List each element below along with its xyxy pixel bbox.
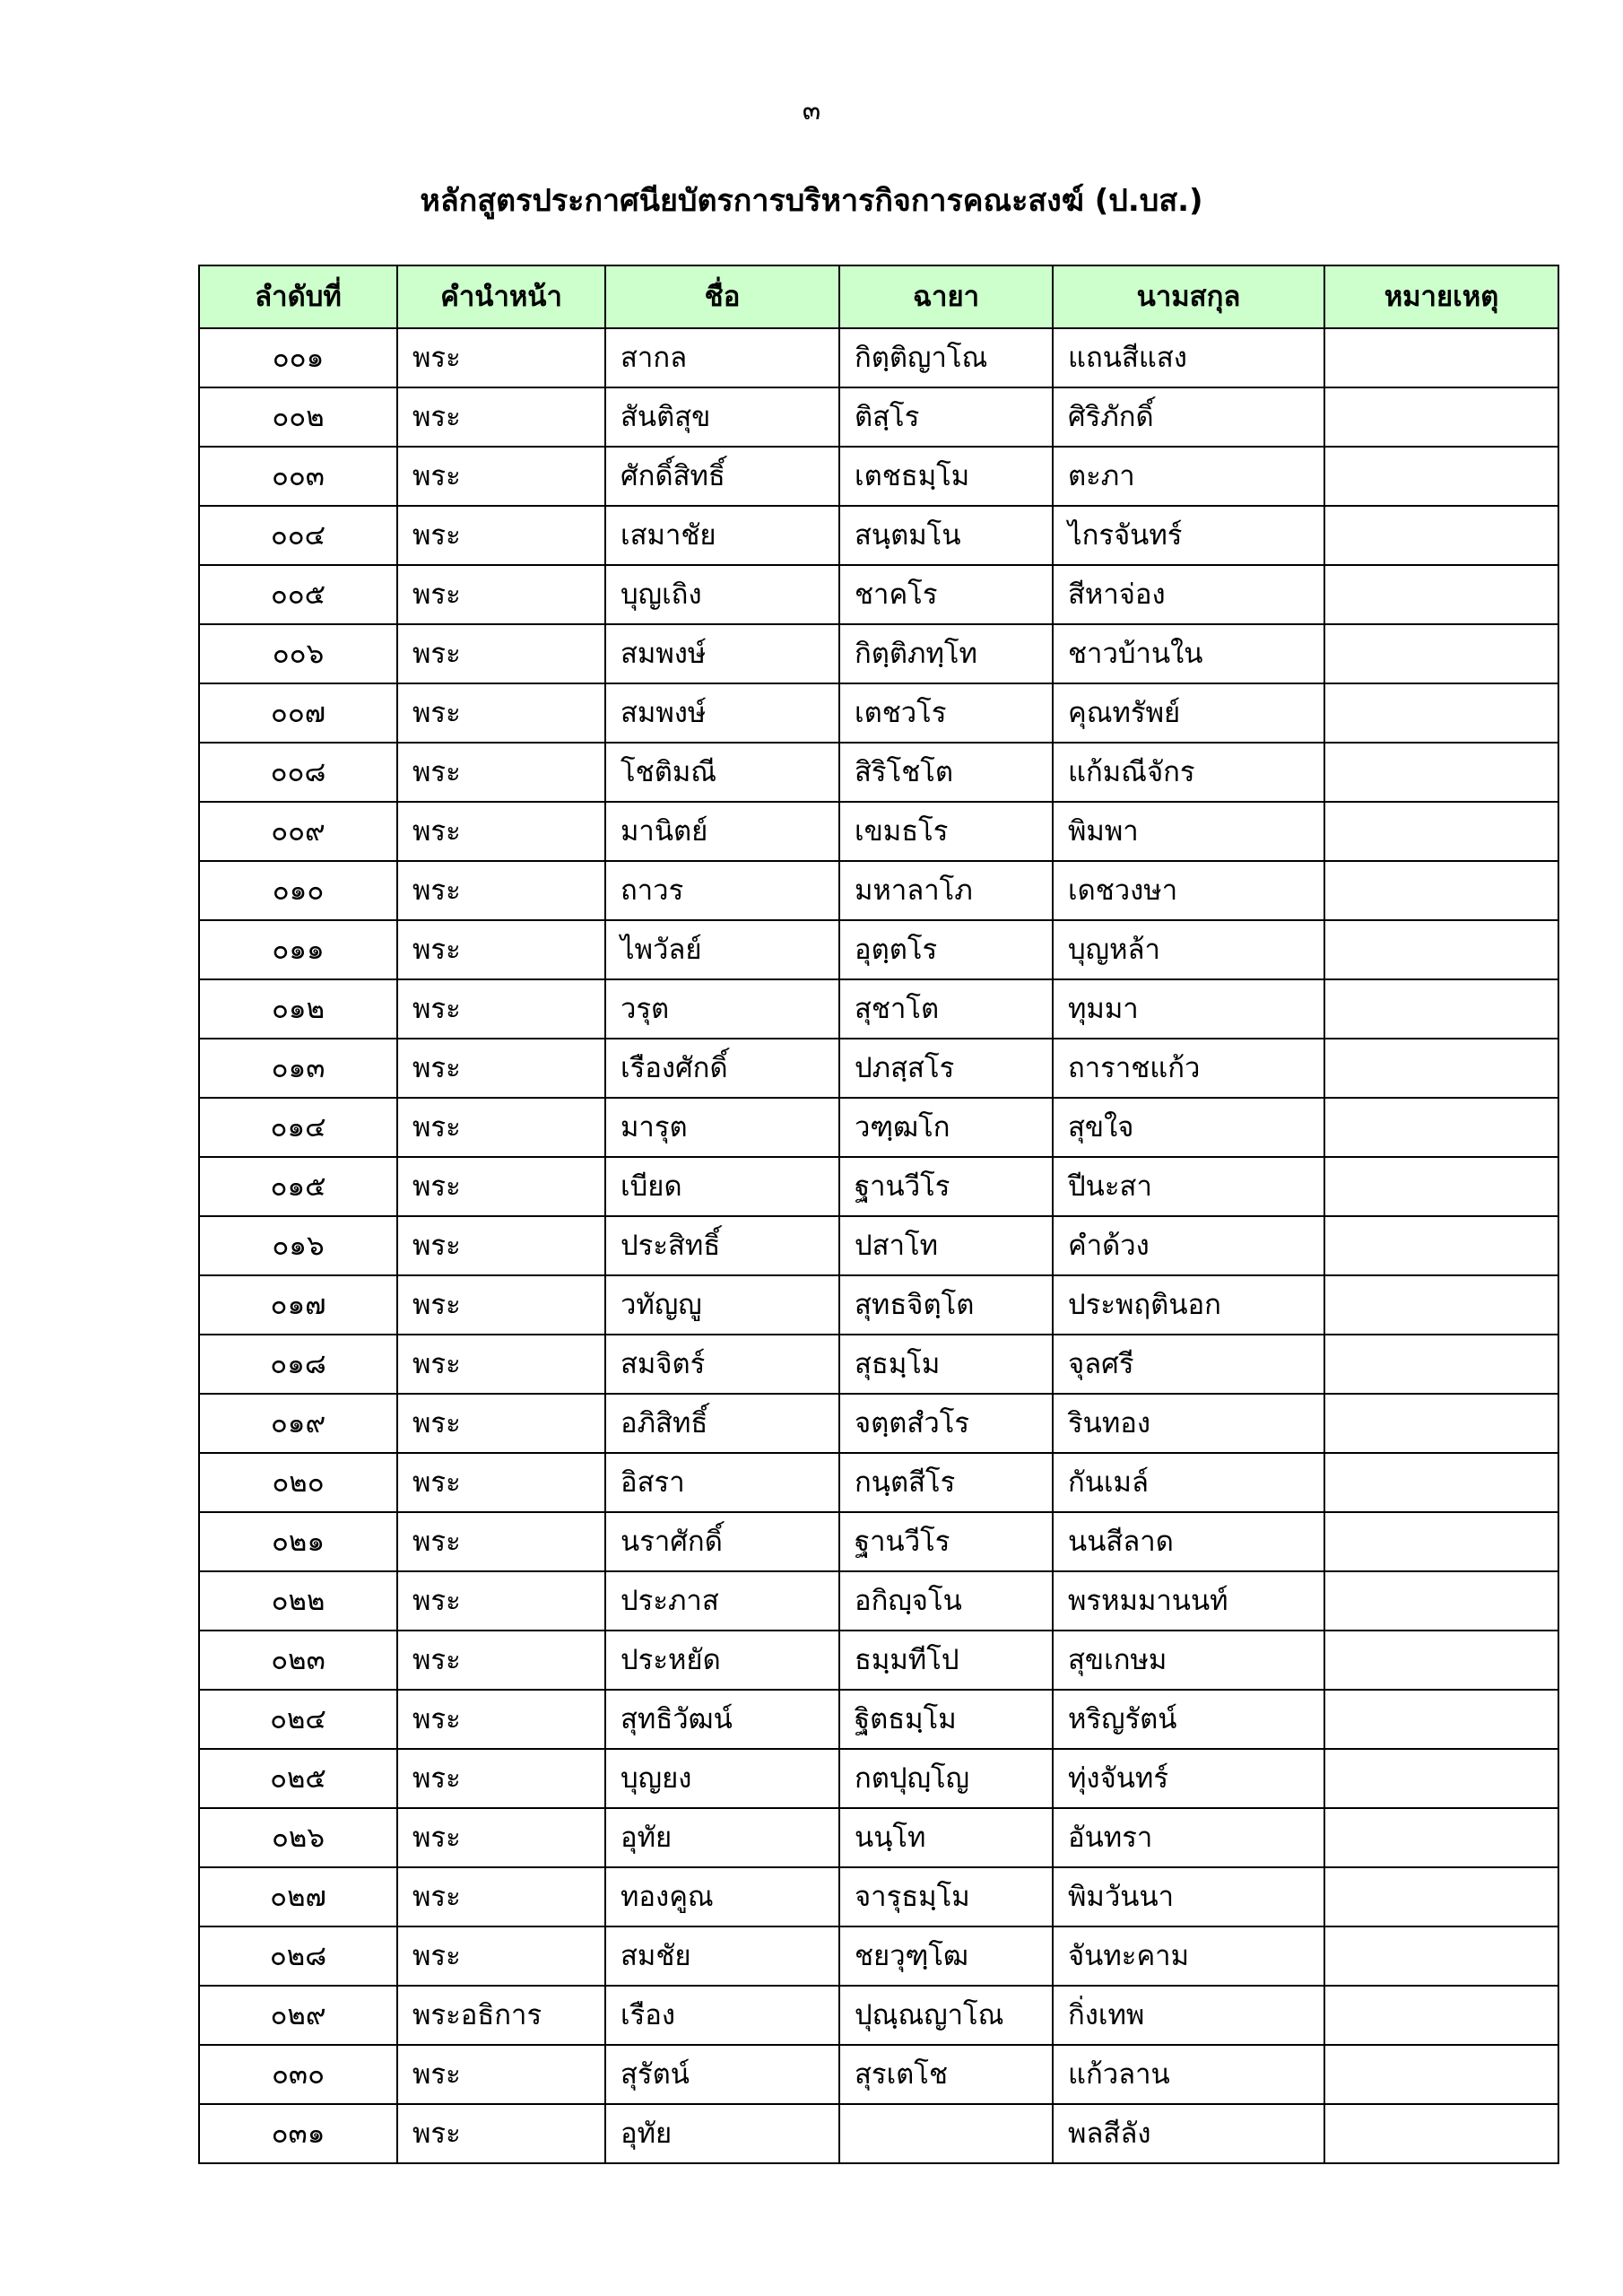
cell-prefix: พระ: [397, 1453, 605, 1512]
cell-prefix: พระ: [397, 1808, 605, 1867]
cell-remarks: [1324, 1631, 1558, 1690]
table-row: [199, 920, 1558, 979]
cell-monastic-name: สุรเตโช: [839, 2045, 1053, 2104]
cell-surname: ตะภา: [1053, 447, 1324, 506]
table-row: [199, 1749, 1558, 1808]
cell-remarks: [1324, 387, 1558, 447]
cell-monastic-name: ติสฺโร: [839, 387, 1053, 447]
header-monastic-name: ฉายา: [839, 265, 1053, 328]
cell-monastic-name: เขมธโร: [839, 802, 1053, 861]
cell-surname: สุขใจ: [1053, 1098, 1324, 1157]
cell-first-name: สันติสุข: [605, 387, 839, 447]
cell-prefix: พระ: [397, 802, 605, 861]
cell-remarks: [1324, 861, 1558, 920]
cell-order-no: ๐๐๗: [199, 683, 397, 743]
cell-first-name: ถาวร: [605, 861, 839, 920]
cell-monastic-name: กตปุญฺโญ: [839, 1749, 1053, 1808]
cell-order-no: ๐๐๙: [199, 802, 397, 861]
cell-monastic-name: เตชธมฺโม: [839, 447, 1053, 506]
header-order-no: ลำดับที่: [199, 265, 397, 328]
cell-remarks: [1324, 802, 1558, 861]
cell-remarks: [1324, 1453, 1558, 1512]
cell-order-no: ๐๐๖: [199, 624, 397, 683]
cell-order-no: ๐๒๘: [199, 1926, 397, 1986]
cell-prefix: พระ: [397, 1394, 605, 1453]
cell-surname: แถนสีแสง: [1053, 328, 1324, 387]
cell-prefix: พระ: [397, 328, 605, 387]
cell-remarks: [1324, 1098, 1558, 1157]
cell-prefix: พระ: [397, 447, 605, 506]
cell-monastic-name: สนฺตมโน: [839, 506, 1053, 565]
cell-surname: กิ่งเทพ: [1053, 1986, 1324, 2045]
cell-order-no: ๐๒๙: [199, 1986, 397, 2045]
cell-order-no: ๐๐๒: [199, 387, 397, 447]
cell-surname: สุขเกษม: [1053, 1631, 1324, 1690]
cell-surname: จันทะคาม: [1053, 1926, 1324, 1986]
cell-prefix: พระ: [397, 565, 605, 624]
cell-prefix: พระ: [397, 1749, 605, 1808]
cell-prefix: พระ: [397, 506, 605, 565]
cell-monastic-name: ชาคโร: [839, 565, 1053, 624]
cell-surname: ศิริภักดิ์: [1053, 387, 1324, 447]
cell-remarks: [1324, 1157, 1558, 1216]
table-row: [199, 624, 1558, 683]
cell-first-name: สุทธิวัฒน์: [605, 1690, 839, 1749]
cell-surname: รินทอง: [1053, 1394, 1324, 1453]
cell-order-no: ๐๒๓: [199, 1631, 397, 1690]
cell-monastic-name: [839, 2104, 1053, 2163]
cell-first-name: ประสิทธิ์: [605, 1216, 839, 1275]
cell-order-no: ๐๒๕: [199, 1749, 397, 1808]
cell-prefix: พระ: [397, 743, 605, 802]
table-row: [199, 1335, 1558, 1394]
cell-surname: ชาวบ้านใน: [1053, 624, 1324, 683]
cell-first-name: บุญเถิง: [605, 565, 839, 624]
cell-remarks: [1324, 565, 1558, 624]
cell-order-no: ๐๓๑: [199, 2104, 397, 2163]
cell-remarks: [1324, 1571, 1558, 1631]
cell-order-no: ๐๑๕: [199, 1157, 397, 1216]
cell-first-name: มารุต: [605, 1098, 839, 1157]
cell-surname: อันทรา: [1053, 1808, 1324, 1867]
header-surname: นามสกุล: [1053, 265, 1324, 328]
cell-order-no: ๐๑๔: [199, 1098, 397, 1157]
cell-monastic-name: นนฺโท: [839, 1808, 1053, 1867]
table-row: [199, 1512, 1558, 1571]
cell-surname: บุญหล้า: [1053, 920, 1324, 979]
cell-order-no: ๐๐๘: [199, 743, 397, 802]
cell-surname: สีหาจ่อง: [1053, 565, 1324, 624]
cell-first-name: สมจิตร์: [605, 1335, 839, 1394]
cell-monastic-name: ชยวุฑฺโฒ: [839, 1926, 1053, 1986]
cell-remarks: [1324, 2104, 1558, 2163]
cell-first-name: มานิตย์: [605, 802, 839, 861]
cell-prefix: พระ: [397, 1275, 605, 1335]
cell-surname: นนสีลาด: [1053, 1512, 1324, 1571]
cell-surname: คุณทรัพย์: [1053, 683, 1324, 743]
cell-surname: พลสีลัง: [1053, 2104, 1324, 2163]
cell-prefix: พระ: [397, 2104, 605, 2163]
cell-remarks: [1324, 1394, 1558, 1453]
table-row: [199, 1690, 1558, 1749]
cell-order-no: ๐๐๕: [199, 565, 397, 624]
cell-remarks: [1324, 624, 1558, 683]
cell-order-no: ๐๒๒: [199, 1571, 397, 1631]
cell-prefix: พระ: [397, 861, 605, 920]
cell-prefix: พระ: [397, 1039, 605, 1098]
table-row: [199, 447, 1558, 506]
table-row: [199, 1039, 1558, 1098]
cell-first-name: เสมาชัย: [605, 506, 839, 565]
table-row: [199, 1275, 1558, 1335]
cell-monastic-name: ฐานวีโร: [839, 1512, 1053, 1571]
table-header: [199, 265, 1558, 328]
cell-monastic-name: อุตฺตโร: [839, 920, 1053, 979]
cell-remarks: [1324, 683, 1558, 743]
cell-remarks: [1324, 1926, 1558, 1986]
table-row: [199, 2045, 1558, 2104]
table-row: [199, 387, 1558, 447]
document-title: หลักสูตรประกาศนียบัตรการบริหารกิจการคณะสงฆ์ (ป.บส.): [420, 183, 1203, 219]
cell-surname: ประพฤตินอก: [1053, 1275, 1324, 1335]
cell-monastic-name: ปุณฺณญาโณ: [839, 1986, 1053, 2045]
cell-first-name: วทัญญู: [605, 1275, 839, 1335]
cell-order-no: ๐๑๐: [199, 861, 397, 920]
cell-first-name: ศักดิ์สิทธิ์: [605, 447, 839, 506]
cell-first-name: อิสรา: [605, 1453, 839, 1512]
cell-prefix: พระ: [397, 624, 605, 683]
cell-order-no: ๐๐๔: [199, 506, 397, 565]
cell-monastic-name: สุธมฺโม: [839, 1335, 1053, 1394]
cell-prefix: พระ: [397, 1512, 605, 1571]
cell-remarks: [1324, 1275, 1558, 1335]
cell-remarks: [1324, 1749, 1558, 1808]
header-remarks: หมายเหตุ: [1324, 265, 1558, 328]
cell-monastic-name: มหาลาโภ: [839, 861, 1053, 920]
header-first-name: ชื่อ: [605, 265, 839, 328]
cell-surname: แก้วลาน: [1053, 2045, 1324, 2104]
cell-prefix: พระ: [397, 920, 605, 979]
cell-first-name: อุทัย: [605, 2104, 839, 2163]
cell-remarks: [1324, 1039, 1558, 1098]
cell-prefix: พระ: [397, 979, 605, 1039]
cell-order-no: ๐๒๔: [199, 1690, 397, 1749]
cell-remarks: [1324, 328, 1558, 387]
cell-surname: แก้มณีจักร: [1053, 743, 1324, 802]
table-row: [199, 861, 1558, 920]
cell-order-no: ๐๒๗: [199, 1867, 397, 1926]
table-row: [199, 802, 1558, 861]
cell-first-name: ประภาส: [605, 1571, 839, 1631]
cell-prefix: พระ: [397, 1690, 605, 1749]
table-body: [199, 328, 1558, 2163]
table-row: [199, 683, 1558, 743]
table-row: [199, 743, 1558, 802]
cell-monastic-name: กิตฺติภทฺโท: [839, 624, 1053, 683]
cell-prefix: พระ: [397, 1216, 605, 1275]
cell-first-name: อุทัย: [605, 1808, 839, 1867]
cell-first-name: เรือง: [605, 1986, 839, 2045]
cell-monastic-name: ปภสฺสโร: [839, 1039, 1053, 1098]
cell-first-name: สากล: [605, 328, 839, 387]
table-row: [199, 1808, 1558, 1867]
cell-remarks: [1324, 1512, 1558, 1571]
cell-monastic-name: อกิญฺจโน: [839, 1571, 1053, 1631]
cell-order-no: ๐๑๒: [199, 979, 397, 1039]
cell-first-name: สมพงษ์: [605, 683, 839, 743]
cell-prefix: พระ: [397, 387, 605, 447]
cell-first-name: นราศักดิ์: [605, 1512, 839, 1571]
header-prefix: คำนำหน้า: [397, 265, 605, 328]
cell-remarks: [1324, 920, 1558, 979]
cell-first-name: วรุต: [605, 979, 839, 1039]
cell-order-no: ๐๐๓: [199, 447, 397, 506]
cell-prefix: พระ: [397, 1157, 605, 1216]
cell-remarks: [1324, 1216, 1558, 1275]
cell-monastic-name: สุชาโต: [839, 979, 1053, 1039]
cell-surname: ทุ่งจันทร์: [1053, 1749, 1324, 1808]
cell-monastic-name: เตชวโร: [839, 683, 1053, 743]
cell-surname: พิมวันนา: [1053, 1867, 1324, 1926]
cell-order-no: ๐๑๗: [199, 1275, 397, 1335]
cell-monastic-name: กนฺตสีโร: [839, 1453, 1053, 1512]
cell-first-name: ไพวัลย์: [605, 920, 839, 979]
cell-prefix: พระ: [397, 1335, 605, 1394]
cell-order-no: ๐๒๐: [199, 1453, 397, 1512]
cell-prefix: พระ: [397, 1867, 605, 1926]
table-row: [199, 1867, 1558, 1926]
cell-monastic-name: ฐานวีโร: [839, 1157, 1053, 1216]
table-row: [199, 565, 1558, 624]
table-row: [199, 979, 1558, 1039]
cell-prefix: พระ: [397, 1098, 605, 1157]
cell-monastic-name: วฑฺฒโก: [839, 1098, 1053, 1157]
cell-order-no: ๐๐๑: [199, 328, 397, 387]
cell-surname: หริญรัตน์: [1053, 1690, 1324, 1749]
cell-first-name: เบียด: [605, 1157, 839, 1216]
table-row: [199, 1394, 1558, 1453]
cell-first-name: เรืองศักดิ์: [605, 1039, 839, 1098]
cell-monastic-name: สิริโชโต: [839, 743, 1053, 802]
cell-monastic-name: ธมฺมทีโป: [839, 1631, 1053, 1690]
cell-surname: พิมพา: [1053, 802, 1324, 861]
cell-prefix: พระอธิการ: [397, 1986, 605, 2045]
table-row: [199, 506, 1558, 565]
cell-prefix: พระ: [397, 2045, 605, 2104]
cell-remarks: [1324, 743, 1558, 802]
table-row: [199, 1157, 1558, 1216]
cell-order-no: ๐๒๖: [199, 1808, 397, 1867]
cell-order-no: ๐๒๑: [199, 1512, 397, 1571]
cell-prefix: พระ: [397, 683, 605, 743]
table-row: [199, 2104, 1558, 2163]
page-number: ๓: [802, 95, 821, 126]
cell-first-name: ประหยัด: [605, 1631, 839, 1690]
table-row: [199, 1098, 1558, 1157]
table-row: [199, 1926, 1558, 1986]
cell-remarks: [1324, 447, 1558, 506]
cell-first-name: สมพงษ์: [605, 624, 839, 683]
cell-monastic-name: กิตฺติญาโณ: [839, 328, 1053, 387]
cell-first-name: สุรัตน์: [605, 2045, 839, 2104]
cell-monastic-name: สุทธจิตฺโต: [839, 1275, 1053, 1335]
table-row: [199, 1216, 1558, 1275]
cell-remarks: [1324, 1335, 1558, 1394]
cell-prefix: พระ: [397, 1571, 605, 1631]
cell-order-no: ๐๑๙: [199, 1394, 397, 1453]
cell-surname: ไกรจันทร์: [1053, 506, 1324, 565]
table-row: [199, 1571, 1558, 1631]
cell-remarks: [1324, 2045, 1558, 2104]
cell-remarks: [1324, 1808, 1558, 1867]
table-row: [199, 1631, 1558, 1690]
cell-surname: กันเมล์: [1053, 1453, 1324, 1512]
cell-order-no: ๐๓๐: [199, 2045, 397, 2104]
cell-monastic-name: จตฺตสํวโร: [839, 1394, 1053, 1453]
cell-surname: ถาราชแก้ว: [1053, 1039, 1324, 1098]
cell-order-no: ๐๑๓: [199, 1039, 397, 1098]
cell-surname: พรหมมานนท์: [1053, 1571, 1324, 1631]
cell-remarks: [1324, 1690, 1558, 1749]
cell-remarks: [1324, 506, 1558, 565]
table-row: [199, 1986, 1558, 2045]
cell-order-no: ๐๑๘: [199, 1335, 397, 1394]
cell-surname: ปีนะสา: [1053, 1157, 1324, 1216]
cell-surname: เดชวงษา: [1053, 861, 1324, 920]
cell-remarks: [1324, 1986, 1558, 2045]
cell-surname: คำด้วง: [1053, 1216, 1324, 1275]
header-row: [199, 265, 1558, 328]
cell-surname: ทุมมา: [1053, 979, 1324, 1039]
cell-order-no: ๐๑๑: [199, 920, 397, 979]
cell-monastic-name: ปสาโท: [839, 1216, 1053, 1275]
cell-prefix: พระ: [397, 1631, 605, 1690]
table-row: [199, 328, 1558, 387]
roster-table: [198, 265, 1559, 2164]
cell-first-name: โชติมณี: [605, 743, 839, 802]
cell-first-name: สมชัย: [605, 1926, 839, 1986]
cell-prefix: พระ: [397, 1926, 605, 1986]
cell-first-name: ทองคูณ: [605, 1867, 839, 1926]
cell-monastic-name: ฐิตธมฺโม: [839, 1690, 1053, 1749]
cell-order-no: ๐๑๖: [199, 1216, 397, 1275]
cell-remarks: [1324, 979, 1558, 1039]
cell-remarks: [1324, 1867, 1558, 1926]
cell-surname: จุลศรี: [1053, 1335, 1324, 1394]
table-row: [199, 1453, 1558, 1512]
cell-first-name: อภิสิทธิ์: [605, 1394, 839, 1453]
cell-monastic-name: จารุธมฺโม: [839, 1867, 1053, 1926]
cell-first-name: บุญยง: [605, 1749, 839, 1808]
